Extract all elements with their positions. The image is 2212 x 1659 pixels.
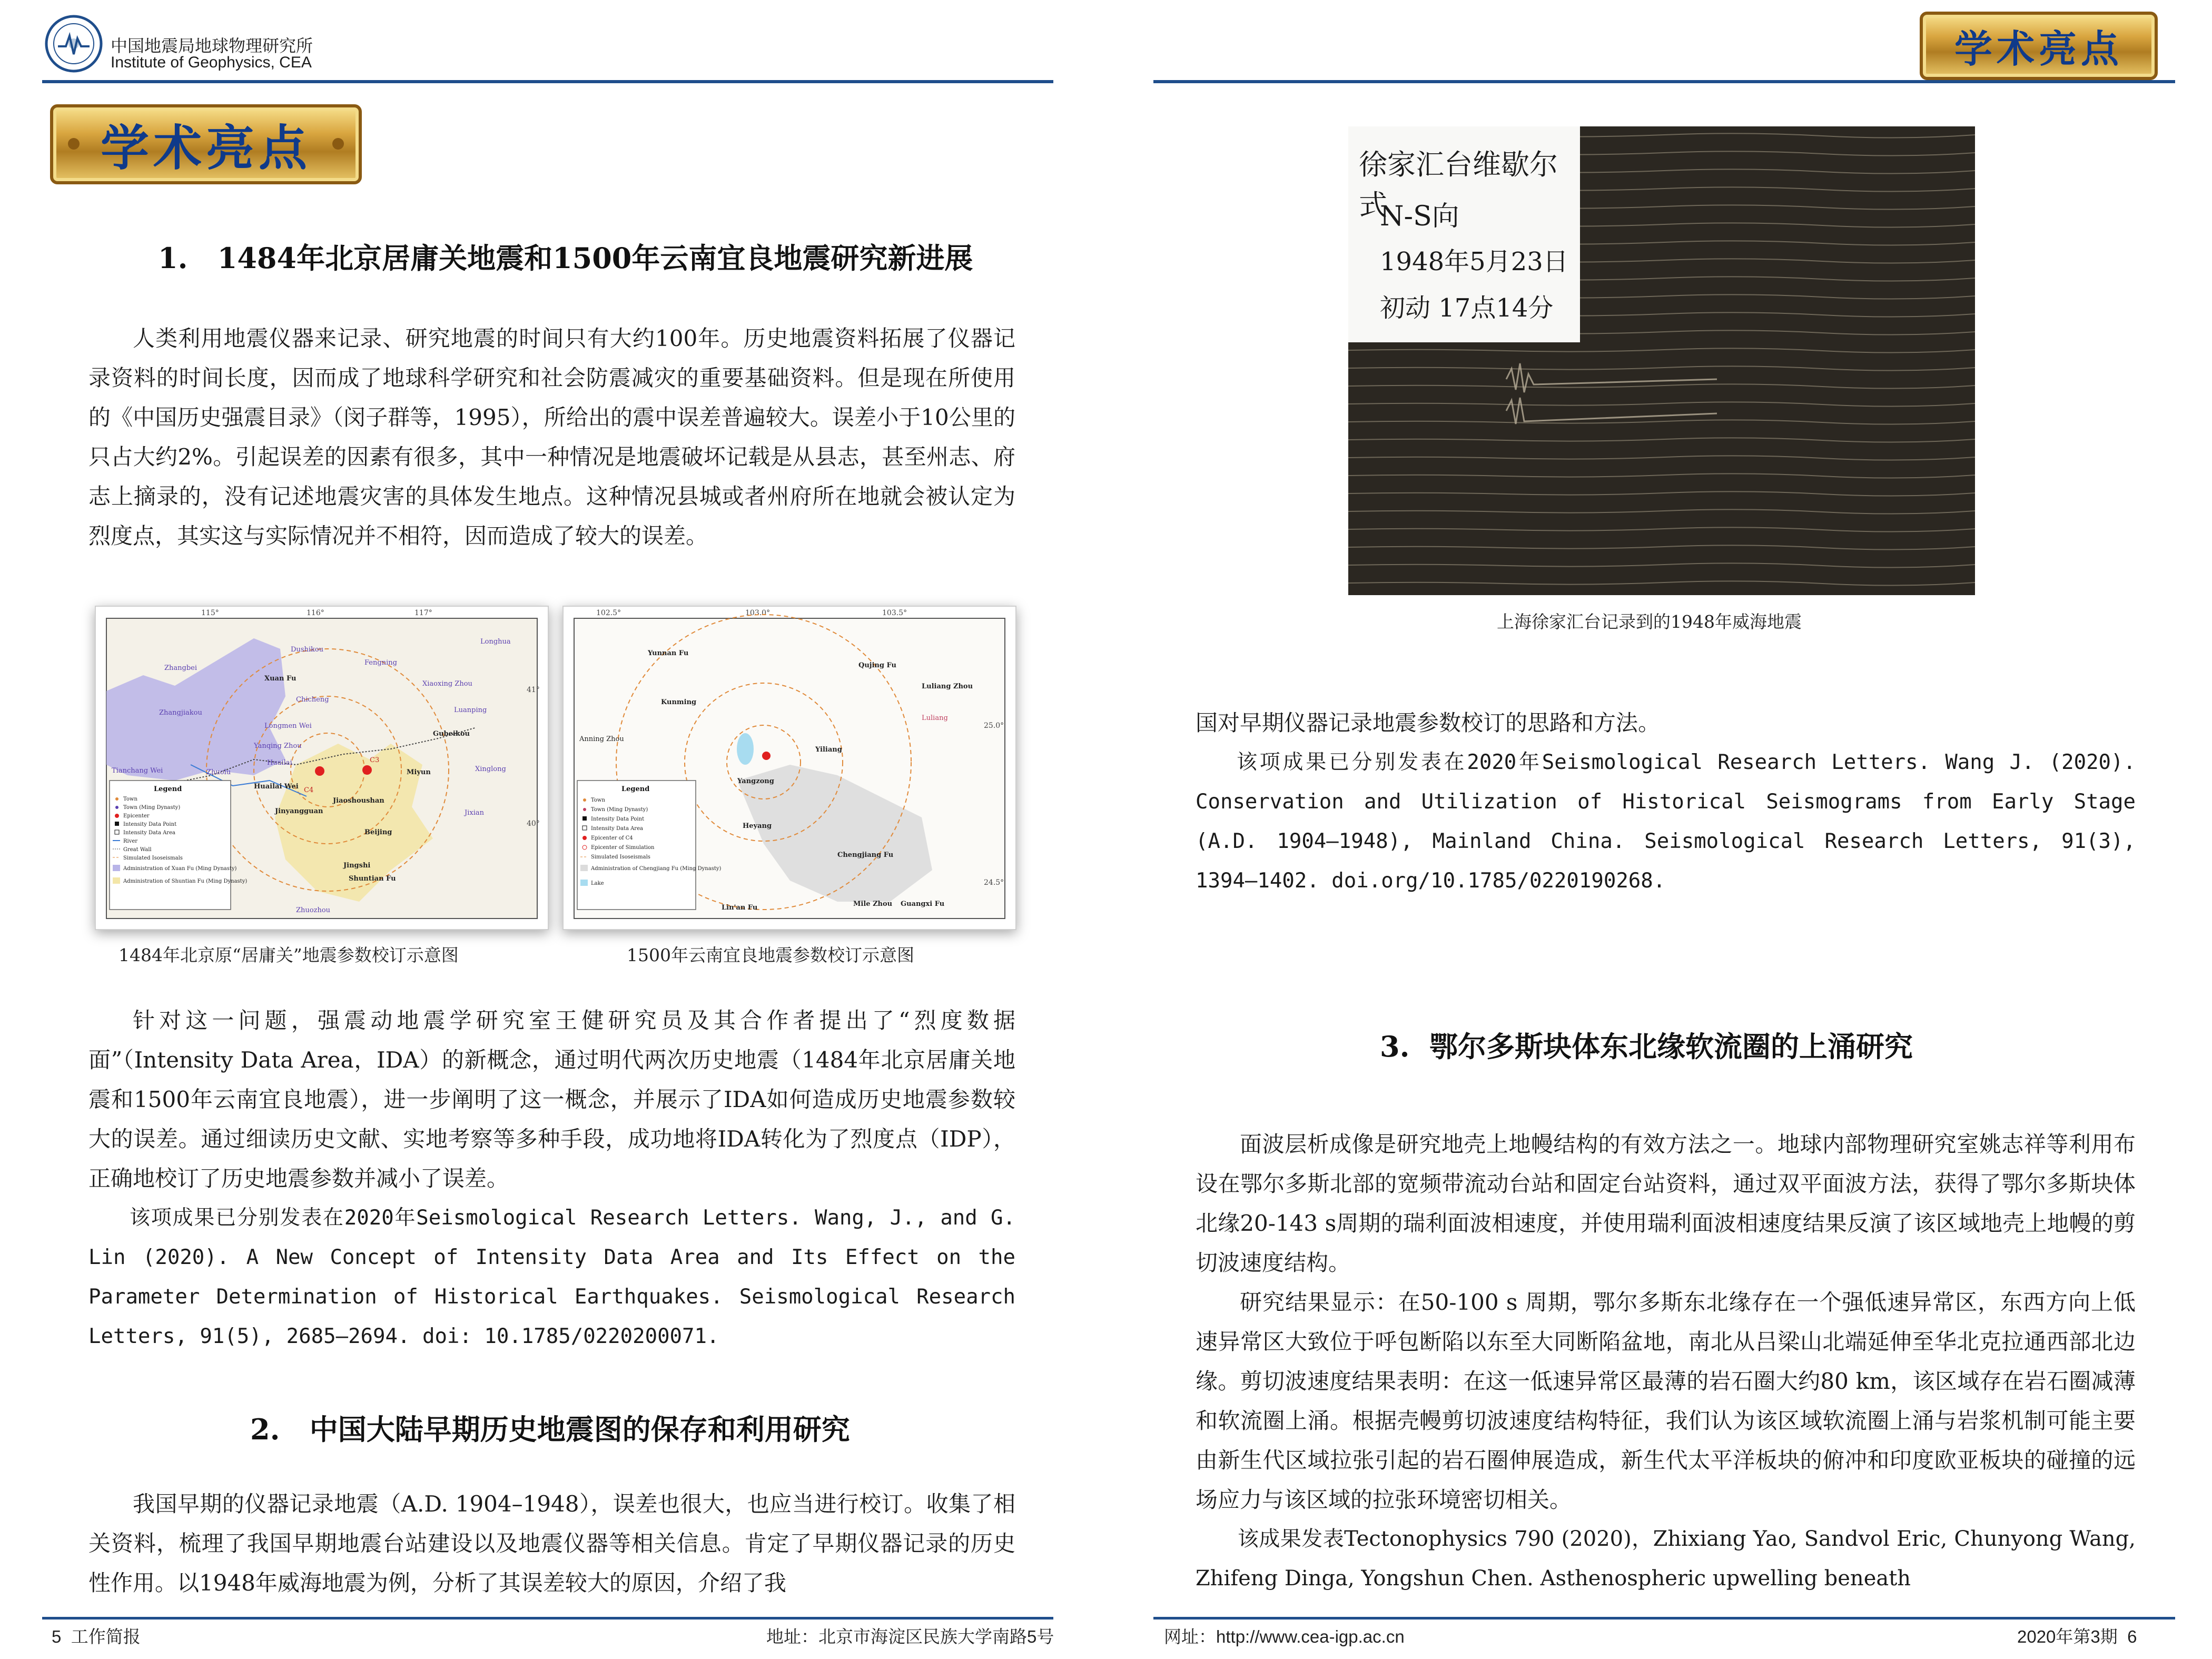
note-line-1: 徐家汇台维歇尔式 bbox=[1359, 148, 1558, 222]
map-right-lon-tick: 103.0° bbox=[745, 609, 771, 617]
svg-text:Simulated Isoseismals: Simulated Isoseismals bbox=[591, 854, 650, 860]
map-left-caption: 1484年北京原“居庸关”地震参数校订示意图 bbox=[118, 945, 459, 965]
svg-text:Chengjiang Fu: Chengjiang Fu bbox=[837, 851, 894, 859]
banner-left-text: 学术亮点 bbox=[100, 120, 311, 176]
svg-text:Intensity Data Area: Intensity Data Area bbox=[123, 830, 175, 836]
seismogram-photo bbox=[1348, 126, 1975, 595]
map-right-lon-tick: 103.5° bbox=[882, 609, 907, 617]
section2-body bbox=[88, 1484, 1015, 1603]
svg-text:Luanping: Luanping bbox=[454, 706, 487, 714]
svg-text:Luliang Zhou: Luliang Zhou bbox=[922, 683, 973, 690]
footer-address: 地址：北京市海淀区民族大学南路5号 bbox=[766, 1627, 1054, 1646]
section1-body-2 bbox=[88, 1001, 1015, 1356]
svg-text:Yanqing Zhou: Yanqing Zhou bbox=[254, 742, 302, 750]
svg-text:Epicenter of Simulation: Epicenter of Simulation bbox=[591, 845, 655, 851]
svg-text:Chicheng: Chicheng bbox=[296, 696, 329, 704]
svg-text:Longmen Wei: Longmen Wei bbox=[264, 722, 312, 730]
svg-text:Miyun: Miyun bbox=[407, 768, 431, 776]
svg-text:Great Wall: Great Wall bbox=[123, 847, 152, 853]
section3-para2: 研究结果显示：在50-100 s 周期，鄂尔多斯东北缘存在一个强低速异常区，东西方向上低速异常区大致位于呼包断陷以东至大同断陷盆地，南北从吕梁山北端延伸至华北克拉通西部北边缘。剪切波速度结果表明：在这一低速异常区最薄的岩石圈大约80 km，该区域存在岩石圈减薄和软流圈上涌。根据壳幔剪切波速度结构特征，我们认为该区域软流圈上涌与岩浆机制可能主要由新生代区域拉张引起的岩石圈伸展造成，新生代太平洋板块的俯冲和印度欧亚板块的碰撞的远场应力与该区域的拉张环境密切相关。 bbox=[1196, 1289, 2136, 1513]
svg-text:Xinglong: Xinglong bbox=[475, 765, 506, 773]
svg-text:Epicenter of C4: Epicenter of C4 bbox=[591, 835, 633, 841]
institute-logo bbox=[45, 15, 103, 73]
svg-text:Jiaoshoushan: Jiaoshoushan bbox=[333, 797, 384, 805]
section3-para1: 面波层析成像是研究地壳上地幔结构的有效方法之一。地球内部物理研究室姚志祥等利用布设在鄂尔多斯北部的宽频带流动台站和固定台站资料，通过双平面波方法，获得了鄂尔多斯块体北缘20-143 s周期的瑞利面波相速度，并使用瑞利面波相速度结果反演了该区域地壳上地幔的剪切波速度结构。 bbox=[1196, 1131, 2136, 1276]
svg-text:Anning Zhou: Anning Zhou bbox=[579, 735, 624, 743]
svg-text:Lin'an Fu: Lin'an Fu bbox=[722, 904, 758, 912]
map-right-caption: 1500年云南宜良地震参数校订示意图 bbox=[627, 945, 914, 965]
map-left-lon-tick: 116° bbox=[307, 609, 324, 617]
svg-text:Qujing Fu: Qujing Fu bbox=[858, 661, 896, 669]
footer-website[interactable]: 网址：http://www.cea-igp.ac.cn bbox=[1164, 1627, 1405, 1646]
header-org-en: Institute of Geophysics, CEA bbox=[111, 54, 312, 71]
banner-left bbox=[50, 104, 362, 184]
footer-rule-right bbox=[1153, 1617, 2175, 1619]
svg-text:Yunnan Fu: Yunnan Fu bbox=[648, 649, 689, 657]
svg-text:Huailai Wei: Huailai Wei bbox=[254, 783, 299, 791]
footer-left-page: 5 工作简报 bbox=[52, 1627, 141, 1646]
svg-text:Jixian: Jixian bbox=[465, 809, 484, 817]
svg-text:Intensity Data Point: Intensity Data Point bbox=[123, 822, 177, 827]
svg-text:Fengning: Fengning bbox=[364, 659, 397, 667]
footer-rule-left bbox=[42, 1617, 1053, 1619]
map-yiliang bbox=[562, 606, 1016, 930]
header-rule-left bbox=[42, 80, 1053, 83]
svg-text:Luliang: Luliang bbox=[922, 714, 948, 722]
svg-text:Jinyangguan: Jinyangguan bbox=[275, 807, 323, 815]
map-left-lat-tick: 40° bbox=[527, 819, 540, 828]
svg-text:Town (Ming Dynasty): Town (Ming Dynasty) bbox=[123, 805, 181, 811]
svg-text:Lake: Lake bbox=[591, 881, 604, 886]
section3-body bbox=[1196, 1124, 2136, 1598]
section1-para3: 该项成果已分别发表在2020年Seismological Research Letters. Wang, J., and G. Lin (2020). A New Concept of Intensity Data Area and Its Effect on the Parameter Determination of Historical Earthquakes. Seismological Research Letters, 91(5), 2685–2694. doi: 10.1785/0220200071. bbox=[88, 1206, 1015, 1348]
svg-text:Administration of Xuan Fu (Min: Administration of Xuan Fu (Ming Dynasty) bbox=[123, 866, 237, 872]
note-line-3: 1948年5月23日 bbox=[1380, 247, 1568, 276]
seismogram-note-card bbox=[1348, 126, 1580, 342]
svg-text:Kunming: Kunming bbox=[661, 698, 697, 706]
svg-text:Town (Ming Dynasty): Town (Ming Dynasty) bbox=[591, 807, 648, 813]
svg-text:Beijing: Beijing bbox=[364, 828, 392, 836]
svg-text:Epicenter: Epicenter bbox=[123, 813, 150, 819]
section1-para1: 人类利用地震仪器来记录、研究地震的时间只有大约100年。历史地震资料拓展了仪器记录资料的时间长度，因而成了地球科学研究和社会防震减灾的重要基础资料。但是现在所使用的《中国历史强震目录》（闵子群等，1995），所给出的震中误差普遍较大。误差小于10公里的只占大约2%。引起误差的因素有很多，其中一种情况是地震破坏记载是从县志，甚至州志、府志上摘录的，没有记述地震灾害的具体发生地点。这种情况县城或者州府所在地就会被认定为烈度点，其实这与实际情况并不相符，因而造成了较大的误差。 bbox=[88, 325, 1015, 549]
svg-text:Simulated Isoseismals: Simulated Isoseismals bbox=[123, 855, 183, 861]
svg-text:Gubeikou: Gubeikou bbox=[433, 730, 470, 738]
svg-text:Xuan Fu: Xuan Fu bbox=[264, 675, 297, 683]
header-org-cn: 中国地震局地球物理研究所 bbox=[111, 36, 313, 55]
map-left-lat-tick: 41° bbox=[527, 686, 540, 694]
svg-text:Zhangjiakou: Zhangjiakou bbox=[159, 709, 202, 717]
svg-text:Guangxi Fu: Guangxi Fu bbox=[901, 900, 945, 908]
map-right-lon-tick: 102.5° bbox=[596, 609, 621, 617]
section2-para1: 我国早期的仪器记录地震（A.D. 1904–1948），误差也很大，也应当进行校订。收集了相关资料，梳理了我国早期地震台站建设以及地震仪器等相关信息。肯定了早期仪器记录的历史性作用。以1948年威海地震为例，分析了其误差较大的原因，介绍了我 bbox=[88, 1491, 1015, 1596]
section3-para3: 该成果发表Tectonophysics 790 (2020)，Zhixiang Yao, Sandvol Eric, Chunyong Wang, Zhifeng Dinga, Yongshun Chen. Asthenospheric upwelling beneath bbox=[1196, 1527, 2136, 1591]
right-continuation bbox=[1196, 703, 2136, 901]
svg-text:Yangzong: Yangzong bbox=[737, 777, 774, 785]
svg-text:Heyang: Heyang bbox=[743, 822, 772, 830]
svg-text:Tianchang Wei: Tianchang Wei bbox=[112, 767, 163, 775]
label-c4: C4 bbox=[304, 786, 314, 794]
section2-title: 2. 中国大陆早期历史地震图的保存和利用研究 bbox=[250, 1413, 850, 1446]
epicenter-yiliang bbox=[762, 752, 771, 760]
svg-text:Zhangbei: Zhangbei bbox=[164, 664, 197, 672]
section1-para2: 针对这一问题，强震动地震学研究室王健研究员及其合作者提出了“烈度数据面”（Intensity Data Area，IDA）的新概念，通过明代两次历史地震（1484年北京居庸关地震和1500年云南宜良地震），进一步阐明了这一概念，并展示了IDA如何造成历史地震参数较大的误差。通过细读历史文献、实地考察等多种手段，成功地将IDA转化为了烈度点（IDP），正确地校订了历史地震参数并减小了误差。 bbox=[88, 1008, 1015, 1191]
svg-text:Jingshi: Jingshi bbox=[343, 862, 371, 870]
svg-text:Town: Town bbox=[123, 796, 137, 802]
note-line-2: N-S向 bbox=[1380, 201, 1459, 232]
svg-text:Shuntian Fu: Shuntian Fu bbox=[349, 875, 396, 883]
svg-text:Xiaoxing Zhou: Xiaoxing Zhou bbox=[422, 680, 472, 688]
section3-title: 3. 鄂尔多斯块体东北缘软流圈的上涌研究 bbox=[1380, 1030, 1913, 1063]
right-para-pub: 该项成果已分别发表在2020年Seismological Research Letters. Wang J. (2020). Conservation and Utilization of Historical Seismograms from Early Stage (A.D. 1904–1948), Mainland China. Seismological Research Letters, 91(3), 1394–1402. doi.org/10.1785/0220190268. bbox=[1196, 750, 2136, 893]
svg-text:Dushikou: Dushikou bbox=[291, 646, 324, 654]
map-left-lon-tick: 117° bbox=[414, 609, 432, 617]
banner-dot-right bbox=[332, 138, 344, 150]
epicenter-c4 bbox=[315, 766, 324, 776]
map-right-legend-title: Legend bbox=[621, 785, 650, 793]
svg-text:Huailai: Huailai bbox=[267, 759, 292, 767]
header-rule-right bbox=[1153, 80, 2175, 83]
label-c3: C3 bbox=[370, 756, 380, 764]
svg-text:Intensity Data Area: Intensity Data Area bbox=[591, 826, 643, 832]
epicenter-c3 bbox=[362, 765, 372, 775]
svg-text:Mile Zhou: Mile Zhou bbox=[853, 900, 893, 908]
section1-body bbox=[88, 319, 1015, 556]
banner-dot-left bbox=[68, 138, 80, 150]
banner-right-text: 学术亮点 bbox=[1954, 27, 2123, 71]
lake bbox=[737, 733, 754, 765]
map-right-lat-tick: 25.0° bbox=[984, 722, 1004, 730]
footer-right-page: 2020年第3期 6 bbox=[2017, 1627, 2137, 1646]
note-line-4: 初动 17点14分 bbox=[1380, 293, 1554, 323]
svg-text:Zhuolu: Zhuolu bbox=[206, 768, 231, 776]
svg-text:Yiliang: Yiliang bbox=[815, 746, 842, 754]
svg-text:Intensity Data Point: Intensity Data Point bbox=[591, 816, 645, 822]
section1-title: 1. 1484年北京居庸关地震和1500年云南宜良地震研究新进展 bbox=[158, 241, 973, 275]
svg-text:Zhuozhou: Zhuozhou bbox=[296, 906, 331, 914]
svg-text:Administration of Shuntian Fu: Administration of Shuntian Fu (Ming Dynasty) bbox=[123, 878, 248, 884]
photo-caption: 上海徐家汇台记录到的1948年威海地震 bbox=[1497, 611, 1802, 632]
right-para-cont: 国对早期仪器记录地震参数校订的思路和方法。 bbox=[1196, 710, 1661, 736]
map-juyongguan bbox=[95, 606, 549, 930]
banner-right bbox=[1920, 12, 2158, 80]
svg-text:Longhua: Longhua bbox=[480, 638, 511, 646]
map-left-lon-tick: 115° bbox=[201, 609, 219, 617]
map-left-legend-title: Legend bbox=[154, 785, 182, 793]
svg-text:Administration of Chengjiang F: Administration of Chengjiang Fu (Ming Dynasty) bbox=[591, 866, 722, 872]
svg-text:Town: Town bbox=[591, 797, 605, 803]
map-right-lat-tick: 24.5° bbox=[984, 878, 1004, 887]
svg-text:River: River bbox=[123, 838, 138, 844]
